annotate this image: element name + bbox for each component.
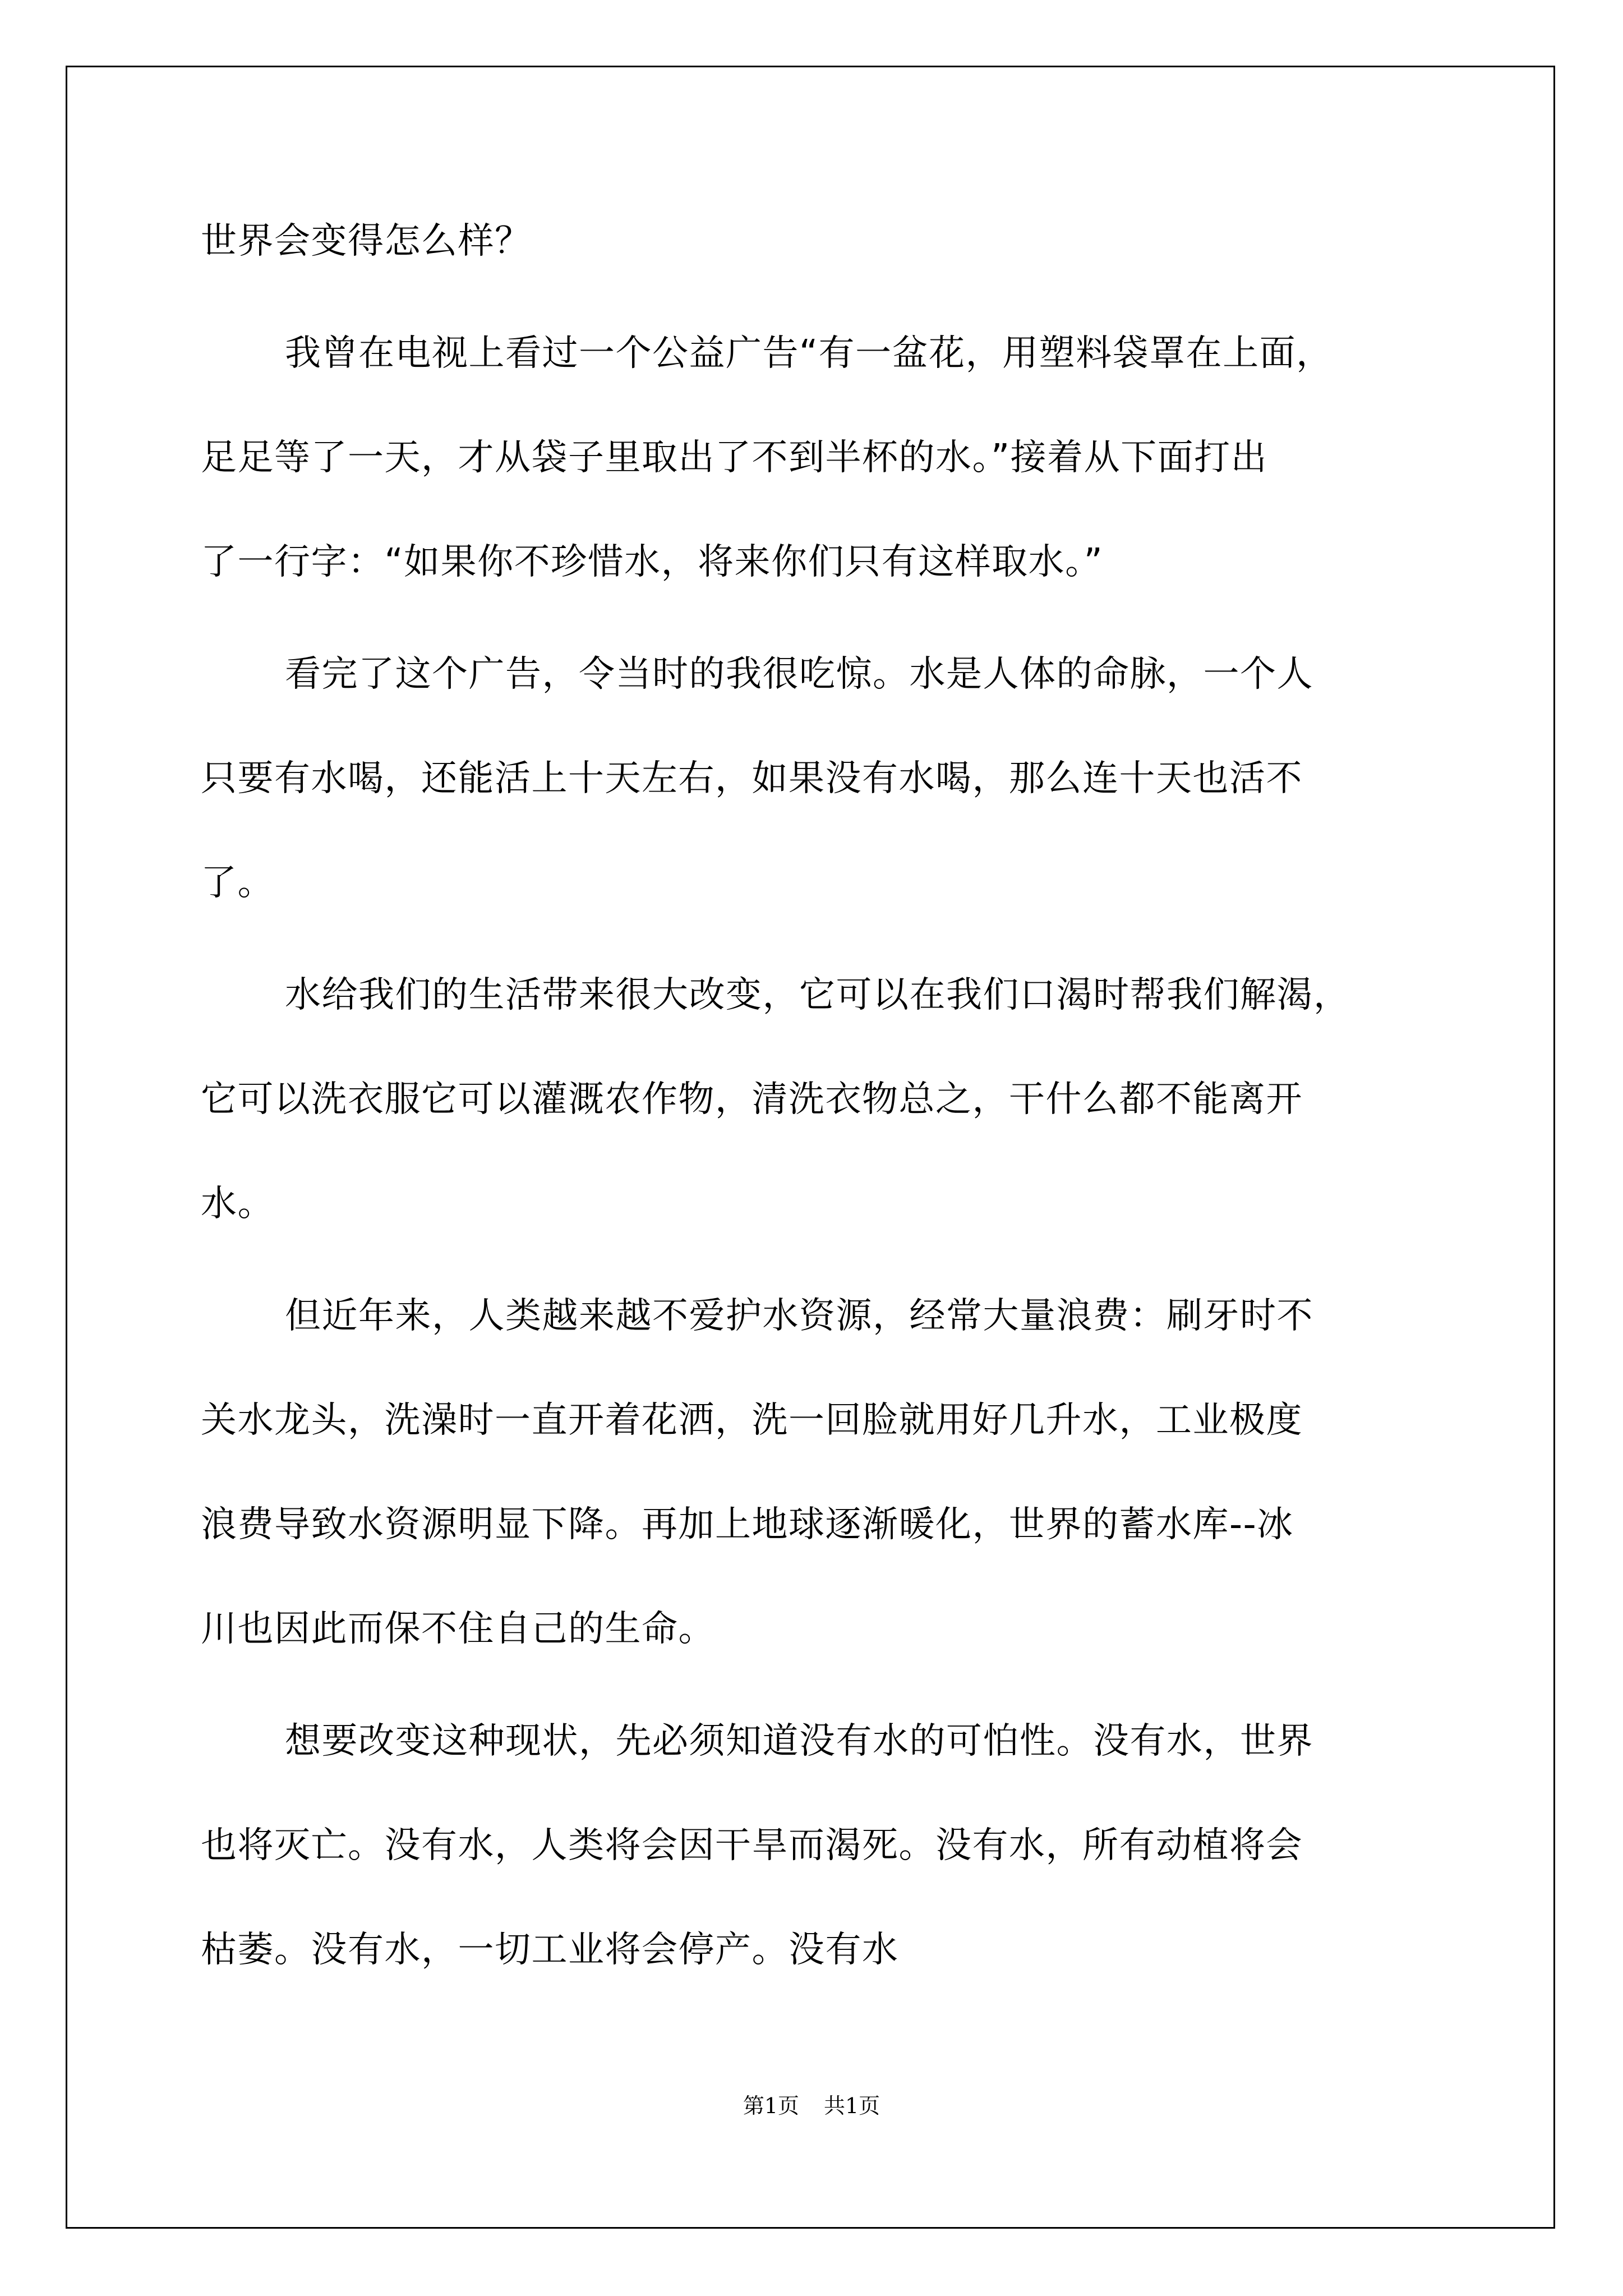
- page-number: 第1页: [743, 2093, 799, 2118]
- text-line: 了。: [201, 862, 274, 904]
- page-total: 共1页: [824, 2093, 880, 2118]
- paragraph-start-line: 看完了这个广告，令当时的我很吃惊。水是人体的命脉，一个人: [285, 654, 1313, 695]
- paragraph-start-line: 但近年来，人类越来越不爱护水资源，经常大量浪费：刷牙时不: [285, 1295, 1313, 1337]
- text-line: 它可以洗衣服它可以灌溉农作物，清洗衣物总之，干什么都不能离开: [201, 1079, 1303, 1120]
- text-line: 川也因此而保不住自己的生命。: [201, 1608, 715, 1650]
- text-line: 也将灭亡。没有水，人类将会因干旱而渴死。没有水，所有动植将会: [201, 1825, 1303, 1866]
- paragraph-start-line: 想要改变这种现状，先必须知道没有水的可怕性。没有水，世界: [285, 1720, 1313, 1762]
- text-line: 枯萎。没有水，一切工业将会停产。没有水: [201, 1929, 899, 1971]
- text-line: 足足等了一天，才从袋子里取出了不到半杯的水。”接着从下面打出: [201, 437, 1268, 478]
- text-line: 了一行字：“如果你不珍惜水，将来你们只有这样取水。”: [201, 541, 1104, 583]
- text-line: 浪费导致水资源明显下降。再加上地球逐渐暖化，世界的蓄水库--冰: [201, 1504, 1294, 1545]
- text-line: 只要有水喝，还能活上十天左右，如果没有水喝，那么连十天也活不: [201, 758, 1303, 799]
- text-line: 水。: [201, 1183, 274, 1225]
- paragraph-start-line: 水给我们的生活带来很大改变，它可以在我们口渴时帮我们解渴，: [285, 974, 1350, 1016]
- page-border: [66, 66, 1555, 2229]
- text-line: 关水龙头，洗澡时一直开着花洒，洗一回脸就用好几升水，工业极度: [201, 1400, 1303, 1441]
- text-line: 世界会变得怎么样？: [201, 220, 532, 262]
- page-footer: [0, 2092, 1623, 2119]
- paragraph-start-line: 我曾在电视上看过一个公益广告“有一盆花，用塑料袋罩在上面，: [285, 333, 1333, 374]
